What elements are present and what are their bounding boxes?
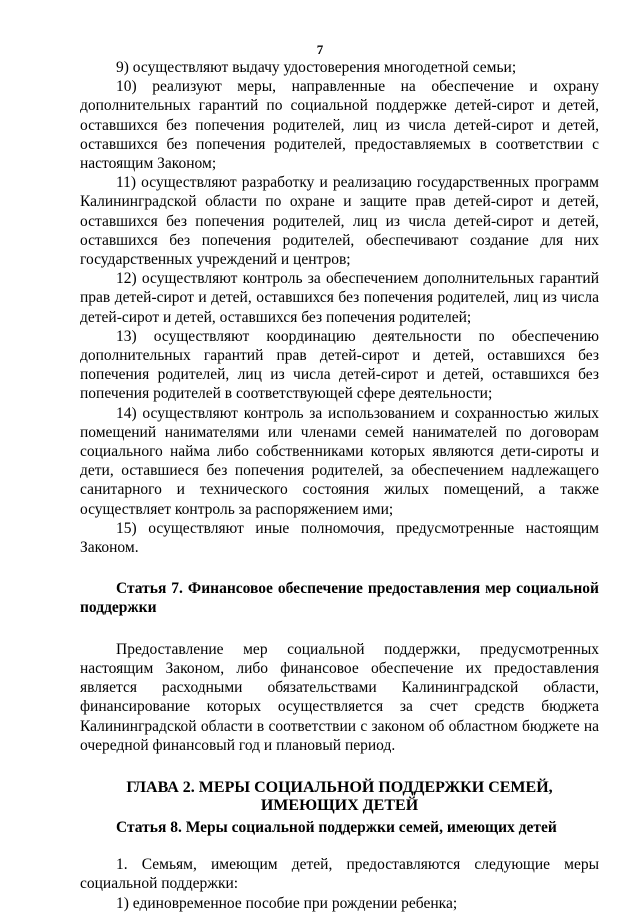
document-body bbox=[80, 58, 599, 913]
list-item-10: 10) реализуют меры, направленные на обеспечение и охрану дополнительных гарантий по социальной поддержке детей-сирот и детей, оставшихся без попечения родителей, лиц из числа детей-сирот и детей, оставшихся без попечения родителей, предоставляемых в соответствии с настоящим Законом; bbox=[80, 78, 599, 173]
list-item-9: 9) осуществляют выдачу удостоверения многодетной семьи; bbox=[116, 59, 517, 76]
page-number: 7 bbox=[316, 42, 324, 57]
article-8-heading: Статья 8. Меры социальной поддержки семей, имеющих детей bbox=[116, 818, 557, 836]
article-7-text: Предоставление мер социальной поддержки, предусмотренных настоящим Законом, либо финансовое обеспечение их предоставления является расходными обязательствами Калининградской области, финансирование которых осуществляется за счет средств бюджета Калининградской области в соответствии с законом об областном бюджете на очередной финансовый год и плановый период. bbox=[80, 640, 599, 754]
list-item-13: 13) осуществляют координацию деятельности по обеспечению дополнительных гарантий прав детей-сирот и детей, оставшихся без попечения родителей, лиц из числа детей-сирот и детей, оставшихся без попечения родителей в соответствующей сфере деятельности; bbox=[80, 327, 599, 403]
article-8-paragraph-1: 1. Семьям, имеющим детей, предоставляются следующие меры социальной поддержки: bbox=[80, 856, 599, 893]
list-item-12: 12) осуществляют контроль за обеспечением дополнительных гарантий прав детей-сирот и детей, оставшихся без попечения родителей, лиц из числа детей-сирот и детей, оставшихся без попечения родителей; bbox=[80, 270, 599, 326]
list-item-11: 11) осуществляют разработку и реализацию государственных программ Калининградской области по охране и защите прав детей-сирот и детей, оставшихся без попечения родителей, лиц из числа детей-сирот и детей, оставшихся без попечения родителей, обеспечивают создание для них государственных учреждений и центров; bbox=[80, 174, 599, 269]
list-item-14: 14) осуществляют контроль за использованием и сохранностью жилых помещений нанимателями или членами семей нанимателей по договорам социального найма либо собственниками которых являются дети-сироты и дети, оставшиеся без попечения родителей, за обеспечением надлежащего санитарного и технического состояния жилых помещений, а также осуществляет контроль за распоряжением ими; bbox=[80, 404, 599, 518]
article-7-heading: Статья 7. Финансовое обеспечение предоставления мер социальной поддержки bbox=[80, 580, 599, 617]
article-8-item-1: 1) единовременное пособие при рождении ребенка; bbox=[116, 894, 458, 912]
chapter-2-line-1: ГЛАВА 2. МЕРЫ СОЦИАЛЬНОЙ ПОДДЕРЖКИ СЕМЕЙ, bbox=[126, 778, 553, 796]
chapter-2-line-2: ИМЕЮЩИХ ДЕТЕЙ bbox=[260, 796, 419, 814]
chapter-2-heading bbox=[80, 779, 599, 815]
list-item-15: 15) осуществляют иные полномочия, предусмотренные настоящим Законом. bbox=[80, 519, 599, 557]
